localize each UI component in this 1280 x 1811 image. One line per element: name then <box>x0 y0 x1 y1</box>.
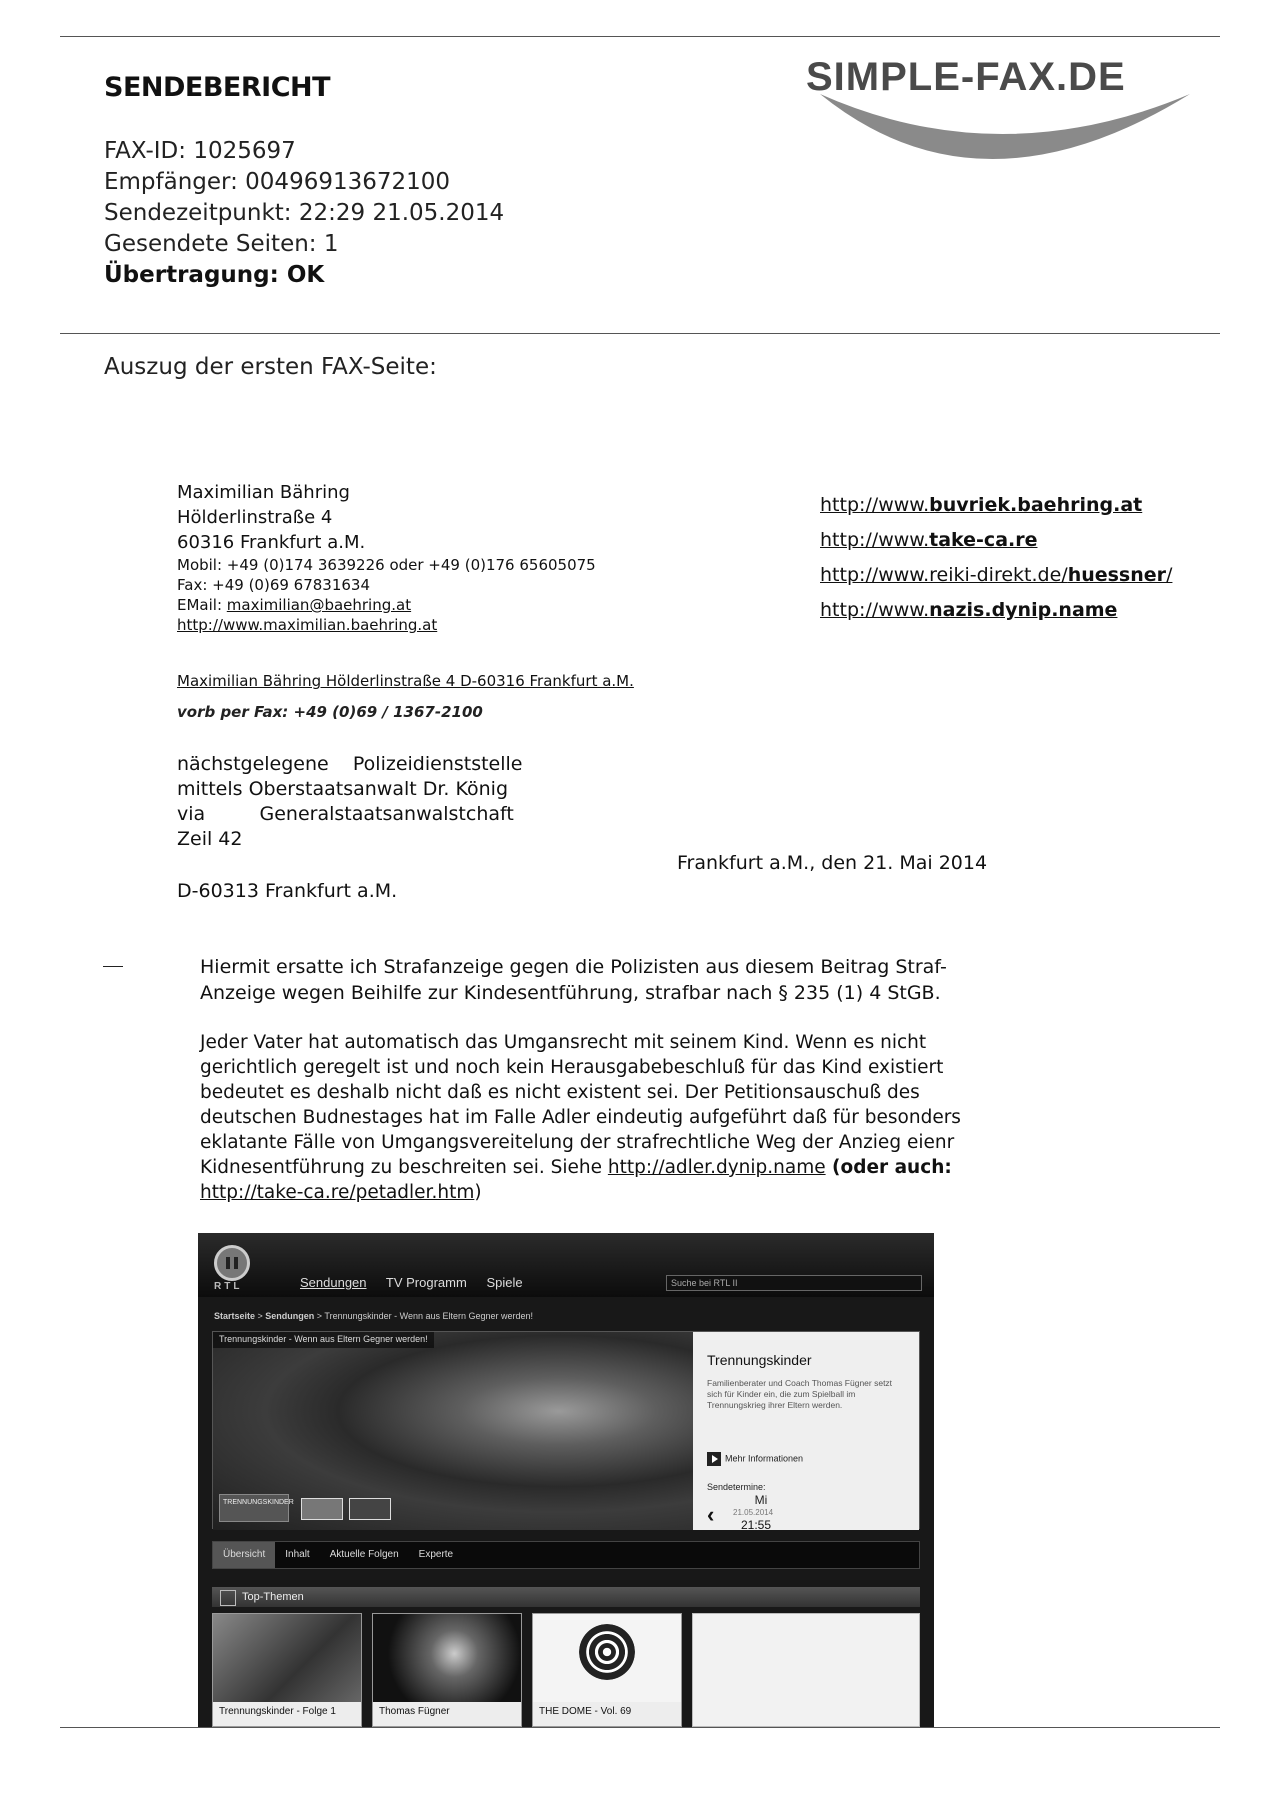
sender-street: Hölderlinstraße 4 <box>177 507 333 528</box>
card-thomas-fuegner[interactable] <box>372 1613 522 1727</box>
play-icon <box>707 1452 721 1466</box>
return-address: Maximilian Bähring Hölderlinstraße 4 D-60316 Frankfurt a.M. <box>177 672 634 690</box>
sende-date: 21.05.2014 <box>733 1508 774 1517</box>
site-nav <box>300 1275 539 1290</box>
crumb-home[interactable]: Startseite <box>214 1311 256 1321</box>
card-the-dome[interactable] <box>532 1613 682 1727</box>
nav-sendungen[interactable]: Sendungen <box>300 1275 367 1290</box>
sender-block <box>177 480 596 635</box>
disc-icon <box>579 1624 635 1680</box>
top-themen-header: Top-Themen <box>212 1587 920 1607</box>
tab-uebersicht[interactable]: Übersicht <box>213 1542 275 1568</box>
breadcrumb: Startseite > Sendungen > Trennungskinder - Wenn aus Eltern Gegner werden! <box>214 1311 534 1321</box>
recipient-city: D-60313 Frankfurt a.M. <box>177 880 398 902</box>
transmission-status: Übertragung: OK <box>104 262 325 288</box>
more-info-button[interactable]: Mehr Informationen <box>707 1452 803 1466</box>
sender-url[interactable]: http://www.maximilian.baehring.at <box>177 616 438 634</box>
rtl2-logo-icon[interactable] <box>214 1245 250 1281</box>
date-line: Frankfurt a.M., den 21. Mai 2014 <box>677 852 988 874</box>
card-empty <box>692 1613 920 1727</box>
logo-text: SIMPLE-FAX.DE <box>806 55 1126 99</box>
fax-id: FAX-ID: 1025697 <box>104 138 296 164</box>
top-themen-cards <box>212 1613 920 1727</box>
recipient-line-2: mittels Oberstaatsanwalt Dr. König <box>177 778 509 800</box>
middle-divider <box>60 333 1220 334</box>
logo-swoosh <box>820 94 1190 159</box>
sender-email[interactable]: maximilian@baehring.at <box>226 596 412 614</box>
card-caption: THE DOME - Vol. 69 <box>539 1706 632 1717</box>
recipient-line-1: nächstgelegene Polizeidienststelle <box>177 753 523 775</box>
embedded-screenshot <box>198 1233 934 1727</box>
body-mid: (oder auch: <box>825 1157 952 1178</box>
crumb-section[interactable]: Sendungen <box>265 1311 315 1321</box>
body-link-petadler[interactable]: http://take-ca.re/petadler.htm <box>200 1182 475 1203</box>
link-nazis[interactable]: http://www.nazis.dynip.name <box>820 599 1118 621</box>
fold-mark <box>103 966 123 967</box>
crumb-page: Trennungskinder - Wenn aus Eltern Gegner werden! <box>324 1311 534 1321</box>
simple-fax-logo <box>800 54 1200 164</box>
chevron-left-icon[interactable]: ‹ <box>707 1502 715 1527</box>
tab-aktuelle-folgen[interactable]: Aktuelle Folgen <box>329 1549 399 1560</box>
bottom-divider <box>60 1727 1220 1728</box>
recipient-block <box>177 752 523 852</box>
rtl-logo-text: RTL <box>214 1281 243 1292</box>
show-tabs <box>212 1541 920 1569</box>
sende-time: 21:55 <box>741 1518 772 1532</box>
vorb-fax: vorb per Fax: +49 (0)69 / 1367-2100 <box>177 703 483 721</box>
send-time: Sendezeitpunkt: 22:29 21.05.2014 <box>104 200 505 226</box>
card-caption: Trennungskinder - Folge 1 <box>219 1706 336 1717</box>
hero-panel <box>212 1331 920 1532</box>
nav-spiele[interactable]: Spiele <box>486 1275 523 1290</box>
body-paragraph <box>200 1030 970 1205</box>
nav-tv-programm[interactable]: TV Programm <box>385 1275 467 1290</box>
body-link-adler[interactable]: http://adler.dynip.name <box>607 1157 826 1178</box>
card-trennungskinder[interactable] <box>212 1613 362 1727</box>
link-take-ca[interactable]: http://www.take-ca.re <box>820 529 1038 551</box>
sende-day: Mi <box>754 1493 768 1507</box>
hero-thumbnail-2[interactable] <box>349 1498 391 1520</box>
subject: Hiermit ersatte ich Strafanzeige gegen die Polizisten aus diesem Beitrag Straf-Anzeige wegen Beihilfe zur Kindesentführung, strafbar nach § 235 (1) 4 StGB. <box>200 956 947 1004</box>
link-list <box>820 488 1172 628</box>
site-header <box>198 1233 934 1297</box>
body-end: ) <box>474 1182 482 1203</box>
excerpt-label: Auszug der ersten FAX-Seite: <box>104 354 437 380</box>
tab-experte[interactable]: Experte <box>418 1549 454 1560</box>
card-image <box>533 1614 681 1702</box>
show-description: Familienberater und Coach Thomas Fügner setzt sich für Kinder ein, die zum Spielball im Trennungskrieg ihrer Eltern werden. <box>707 1378 893 1410</box>
recipient-line-3: via Generalstaatsanwalstchaft <box>177 803 514 825</box>
body-text: Jeder Vater hat automatisch das Umgansrecht mit seinem Kind. Wenn es nicht gerichtlich geregelt ist und noch kein Herausgabebeschluß für das Kind existiert bedeutet es deshalb nicht daß es nicht existent sei. Der Petitionsauschuß des deutschen Budnestages hat im Falle Adler eindeutig aufgeführt daß für besonders eklatante Fälle von Umgangsvereitelung der strafrechtliche Weg der Anzieg eienr Kidnesentführung zu beschreiten sei. Siehe <box>200 1032 961 1178</box>
hero-caption: Trennungskinder - Wenn aus Eltern Gegner werden! <box>213 1332 434 1348</box>
sender-mobile: Mobil: +49 (0)174 3639226 oder +49 (0)176 65605075 <box>177 556 596 574</box>
tab-inhalt[interactable]: Inhalt <box>285 1549 310 1560</box>
recipient-number: Empfänger: 00496913672100 <box>104 169 451 195</box>
card-image <box>213 1614 361 1702</box>
sender-city: 60316 Frankfurt a.M. <box>177 532 366 553</box>
top-divider <box>60 36 1220 37</box>
sender-name: Maximilian Bähring <box>177 482 350 503</box>
card-caption: Thomas Fügner <box>379 1706 450 1717</box>
trennungskinder-logo: TRENNUNGSKINDER <box>219 1494 289 1522</box>
sendetermine-label: Sendetermine: <box>707 1482 766 1492</box>
recipient-line-4: Zeil 42 <box>177 828 243 850</box>
report-details <box>104 136 504 291</box>
link-buvriek[interactable]: http://www.buvriek.baehring.at <box>820 494 1143 516</box>
show-info <box>693 1332 919 1530</box>
hero-photo <box>213 1332 693 1530</box>
sender-fax: Fax: +49 (0)69 67831634 <box>177 576 371 594</box>
site-search-input[interactable]: Suche bei RTL II <box>666 1275 922 1291</box>
hero-thumbnail-1[interactable] <box>301 1498 343 1520</box>
pages-sent: Gesendete Seiten: 1 <box>104 231 339 257</box>
link-reiki[interactable]: http://www.reiki-direkt.de/huessner/ <box>820 564 1173 586</box>
email-label: EMail: <box>177 596 227 614</box>
show-title: Trennungskinder <box>707 1352 812 1368</box>
sender-email-line <box>177 595 596 615</box>
card-image <box>373 1614 521 1702</box>
report-title: SENDEBERICHT <box>104 72 331 103</box>
